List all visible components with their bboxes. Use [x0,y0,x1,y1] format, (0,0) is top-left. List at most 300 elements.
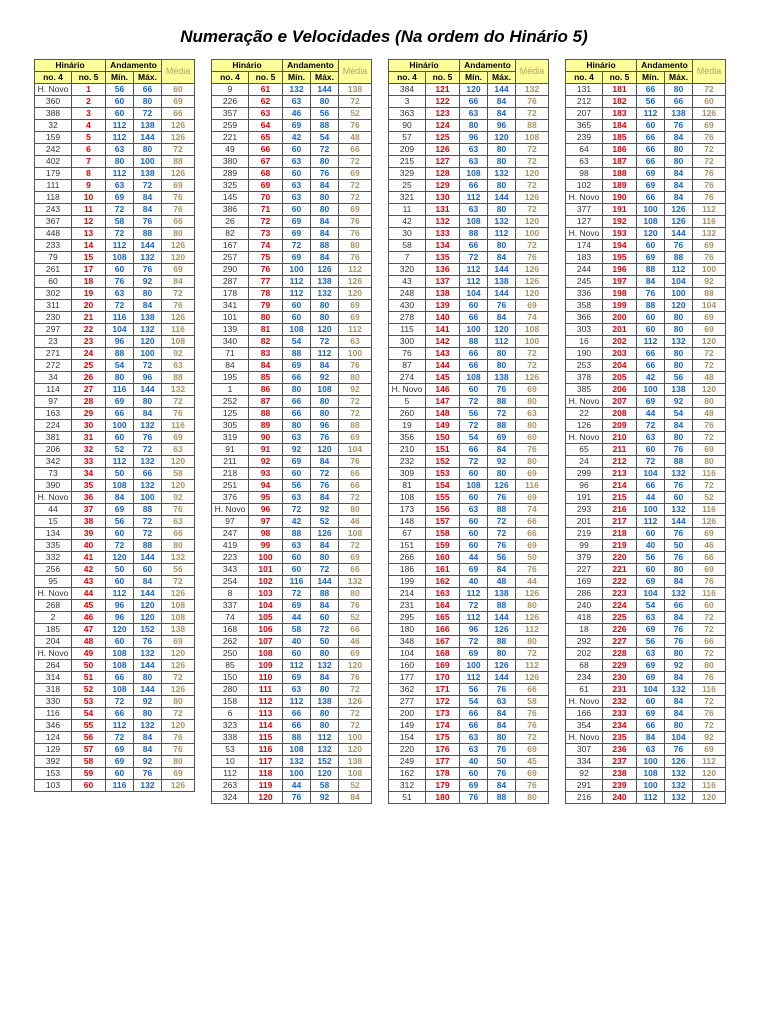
table-row [212,324,372,336]
cell-no4: 251 [212,480,249,492]
cell-max: 104 [665,732,693,744]
cell-no4: 9 [212,84,249,96]
cell-media: 69 [162,432,195,444]
cell-no5: 54 [72,708,106,720]
table-row [389,396,549,408]
cell-no5: 66 [249,144,283,156]
cell-no5: 131 [426,204,460,216]
cell-no5: 235 [603,732,637,744]
cell-no4: H. Novo [212,504,249,516]
cell-no4: 338 [212,732,249,744]
cell-no4: 158 [212,696,249,708]
table-row [35,204,195,216]
table-row [566,168,726,180]
table-row [566,96,726,108]
cell-no5: 46 [72,612,106,624]
cell-no4: 82 [212,228,249,240]
cell-no4: 79 [35,252,72,264]
cell-max: 120 [311,444,339,456]
cell-min: 60 [460,492,488,504]
cell-max: 72 [311,624,339,636]
cell-no4: 104 [389,648,426,660]
cell-no4: 60 [35,276,72,288]
cell-min: 54 [460,696,488,708]
cell-min: 44 [637,408,665,420]
cell-no4: 26 [212,216,249,228]
cell-media: 76 [693,192,726,204]
table-row [566,144,726,156]
cell-media: 66 [339,480,372,492]
cell-min: 66 [460,708,488,720]
table-row [389,156,549,168]
cell-max: 76 [134,636,162,648]
cell-no5: 6 [72,144,106,156]
cell-max: 76 [488,300,516,312]
cell-media: 92 [693,732,726,744]
cell-no5: 91 [249,444,283,456]
table-row [212,372,372,384]
cell-min: 69 [637,660,665,672]
cell-min: 46 [283,108,311,120]
cell-min: 66 [106,672,134,684]
cell-min: 108 [106,660,134,672]
table-row [389,276,549,288]
table-row [212,420,372,432]
cell-no4: 211 [212,456,249,468]
cell-min: 76 [460,792,488,804]
cell-max: 120 [665,300,693,312]
cell-no5: 160 [426,552,460,564]
cell-no4: 102 [566,180,603,192]
cell-max: 144 [488,192,516,204]
cell-min: 63 [283,540,311,552]
table-row [35,324,195,336]
cell-no5: 192 [603,216,637,228]
cell-media: 112 [339,264,372,276]
table-row [566,588,726,600]
cell-min: 84 [637,732,665,744]
table-row [212,84,372,96]
table-row [389,708,549,720]
cell-media: 69 [516,384,549,396]
cell-max: 80 [488,240,516,252]
cell-media: 120 [162,648,195,660]
cell-min: 116 [106,384,134,396]
table-row [212,132,372,144]
cell-no4: 271 [35,348,72,360]
cell-no5: 230 [603,672,637,684]
cell-min: 66 [637,132,665,144]
cell-media: 58 [516,696,549,708]
cell-no4: 195 [212,372,249,384]
cell-max: 76 [134,264,162,276]
cell-media: 108 [162,336,195,348]
cell-no5: 98 [249,528,283,540]
cell-min: 76 [106,276,134,288]
table-row [35,168,195,180]
cell-no4: 112 [212,768,249,780]
cell-no5: 12 [72,216,106,228]
cell-min: 60 [106,768,134,780]
cell-media: 76 [693,576,726,588]
cell-max: 76 [488,768,516,780]
cell-min: 66 [283,408,311,420]
cell-min: 72 [106,300,134,312]
cell-media: 66 [339,564,372,576]
cell-no4: 329 [389,168,426,180]
cell-max: 80 [311,720,339,732]
cell-no4: 357 [212,108,249,120]
cell-no5: 153 [426,468,460,480]
cell-no4: 159 [35,132,72,144]
table-row [35,96,195,108]
cell-no4: 202 [566,648,603,660]
cell-max: 80 [311,408,339,420]
table-row [212,264,372,276]
table-row [389,360,549,372]
cell-no4: 274 [389,372,426,384]
cell-max: 84 [134,204,162,216]
cell-max: 80 [134,396,162,408]
cell-no4: 266 [389,552,426,564]
cell-no4: 115 [389,324,426,336]
cell-no4: 261 [35,264,72,276]
cell-no5: 175 [426,732,460,744]
cell-min: 58 [283,624,311,636]
cell-min: 60 [106,108,134,120]
cell-media: 116 [693,468,726,480]
cell-media: 112 [693,756,726,768]
cell-max: 144 [134,552,162,564]
cell-min: 72 [460,636,488,648]
cell-no5: 234 [603,720,637,732]
cell-no5: 227 [603,636,637,648]
cell-min: 108 [460,480,488,492]
cell-min: 72 [460,456,488,468]
cell-max: 88 [134,504,162,516]
table-row [35,696,195,708]
cell-min: 72 [106,732,134,744]
cell-min: 60 [460,516,488,528]
table-row [566,480,726,492]
cell-min: 108 [106,480,134,492]
cell-max: 84 [665,696,693,708]
table-row [566,468,726,480]
cell-min: 66 [460,720,488,732]
table-row [212,648,372,660]
cell-no4: 448 [35,228,72,240]
cell-max: 84 [665,576,693,588]
cell-media: 72 [693,648,726,660]
cell-no4: 223 [212,552,249,564]
table-row [389,204,549,216]
table-row [35,444,195,456]
cell-no5: 27 [72,384,106,396]
cell-max: 120 [488,132,516,144]
cell-min: 42 [637,372,665,384]
cell-no5: 116 [249,744,283,756]
cell-min: 116 [106,312,134,324]
cell-media: 69 [516,540,549,552]
cell-min: 88 [637,264,665,276]
table-row [212,336,372,348]
cell-no5: 134 [426,240,460,252]
cell-media: 66 [339,144,372,156]
cell-no4: 278 [389,312,426,324]
cell-media: 112 [516,660,549,672]
cell-min: 108 [106,648,134,660]
cell-media: 69 [162,96,195,108]
cell-no5: 233 [603,708,637,720]
cell-no5: 106 [249,624,283,636]
cell-min: 120 [637,228,665,240]
cell-no4: 180 [389,624,426,636]
table-row [212,360,372,372]
table-row [212,252,372,264]
cell-media: 76 [339,120,372,132]
table-row [389,384,549,396]
cell-min: 72 [460,396,488,408]
cell-no4: 25 [389,180,426,192]
cell-media: 76 [693,168,726,180]
cell-media: 120 [693,336,726,348]
cell-media: 104 [339,444,372,456]
cell-min: 116 [106,780,134,792]
cell-no5: 191 [603,204,637,216]
cell-media: 69 [693,528,726,540]
cell-media: 76 [516,780,549,792]
table-row [212,432,372,444]
cell-no5: 110 [249,672,283,684]
table-row [566,624,726,636]
cell-max: 144 [134,240,162,252]
table-row [389,96,549,108]
table-row [212,516,372,528]
cell-media: 80 [339,588,372,600]
cell-min: 96 [106,612,134,624]
table-row [389,216,549,228]
cell-no5: 151 [426,444,460,456]
cell-no5: 73 [249,228,283,240]
cell-min: 104 [460,288,488,300]
cell-no4: 99 [566,540,603,552]
cell-no4: 23 [35,336,72,348]
table-row [35,600,195,612]
cell-no4: 386 [212,204,249,216]
cell-no5: 213 [603,468,637,480]
cell-no5: 222 [603,576,637,588]
cell-max: 92 [311,792,339,804]
cell-no5: 215 [603,492,637,504]
table-row [566,708,726,720]
cell-min: 66 [637,156,665,168]
table-row [389,288,549,300]
table-row [566,84,726,96]
cell-no4: 335 [35,540,72,552]
cell-no4: 248 [389,288,426,300]
table-row [212,216,372,228]
cell-max: 76 [665,120,693,132]
table-row [212,600,372,612]
cell-max: 84 [134,192,162,204]
table-row [566,528,726,540]
table-row [212,300,372,312]
cell-media: 132 [693,228,726,240]
cell-no5: 102 [249,576,283,588]
cell-no4: 73 [35,468,72,480]
cell-max: 88 [488,600,516,612]
cell-no5: 64 [249,120,283,132]
cell-no5: 138 [426,288,460,300]
cell-no5: 126 [426,144,460,156]
cell-no4: 419 [212,540,249,552]
cell-max: 84 [311,360,339,372]
cell-no5: 202 [603,336,637,348]
cell-media: 69 [162,768,195,780]
cell-no4: 49 [212,144,249,156]
cell-min: 80 [283,384,311,396]
cell-min: 112 [283,660,311,672]
cell-no4: 97 [35,396,72,408]
cell-no5: 96 [249,504,283,516]
cell-no4: 148 [389,516,426,528]
cell-min: 50 [106,468,134,480]
cell-no5: 69 [249,180,283,192]
table-row [35,468,195,480]
cell-max: 84 [488,444,516,456]
cell-no4: H. Novo [566,396,603,408]
table-row [389,420,549,432]
cell-media: 69 [339,168,372,180]
cell-no4: 260 [389,408,426,420]
table-row [566,768,726,780]
cell-min: 60 [460,528,488,540]
cell-no4: 5 [389,396,426,408]
cell-min: 42 [283,516,311,528]
cell-media: 76 [693,180,726,192]
table-row [212,240,372,252]
cell-media: 46 [339,516,372,528]
cell-max: 80 [488,468,516,480]
cell-no5: 123 [426,108,460,120]
cell-max: 138 [488,276,516,288]
cell-no4: 289 [212,168,249,180]
cell-no4: 287 [212,276,249,288]
cell-no4: 32 [35,120,72,132]
table-row [212,480,372,492]
cell-no5: 90 [249,432,283,444]
cell-min: 112 [637,108,665,120]
cell-max: 144 [134,384,162,396]
cell-no5: 84 [249,360,283,372]
header-min: Mín. [460,72,488,84]
cell-media: 76 [162,408,195,420]
cell-max: 88 [488,792,516,804]
cell-media: 66 [162,108,195,120]
cell-media: 76 [339,600,372,612]
cell-min: 132 [283,756,311,768]
cell-min: 60 [637,240,665,252]
cell-min: 88 [283,348,311,360]
cell-max: 84 [311,252,339,264]
cell-media: 72 [162,288,195,300]
cell-media: 80 [516,600,549,612]
cell-no5: 125 [426,132,460,144]
cell-media: 72 [693,432,726,444]
cell-max: 132 [134,720,162,732]
cell-max: 66 [665,600,693,612]
cell-max: 132 [311,288,339,300]
cell-media: 72 [162,672,195,684]
cell-media: 116 [162,324,195,336]
cell-min: 63 [106,180,134,192]
table-row [212,684,372,696]
cell-min: 69 [106,504,134,516]
table-row [389,600,549,612]
cell-no5: 223 [603,588,637,600]
cell-no4: 43 [389,276,426,288]
cell-no4: H. Novo [566,432,603,444]
cell-media: 92 [162,348,195,360]
cell-media: 63 [162,516,195,528]
cell-max: 88 [134,228,162,240]
cell-no5: 36 [72,492,106,504]
cell-max: 132 [488,216,516,228]
cell-min: 108 [637,768,665,780]
table-row [389,636,549,648]
cell-min: 69 [283,456,311,468]
cell-min: 80 [106,372,134,384]
cell-no4: 312 [389,780,426,792]
cell-min: 63 [283,192,311,204]
cell-media: 66 [693,552,726,564]
cell-media: 100 [339,732,372,744]
cell-min: 66 [637,348,665,360]
cell-max: 144 [134,660,162,672]
cell-no4: 1 [212,384,249,396]
cell-max: 80 [665,720,693,732]
cell-min: 88 [637,300,665,312]
cell-min: 100 [460,660,488,672]
cell-no5: 2 [72,96,106,108]
cell-min: 69 [637,252,665,264]
cell-min: 112 [637,516,665,528]
table-row [35,684,195,696]
cell-no4: 221 [212,132,249,144]
cell-media: 76 [516,252,549,264]
cell-max: 84 [665,420,693,432]
cell-max: 72 [134,528,162,540]
cell-max: 152 [311,756,339,768]
cell-media: 126 [516,276,549,288]
cell-no5: 15 [72,252,106,264]
cell-media: 72 [516,156,549,168]
cell-max: 80 [665,360,693,372]
cell-min: 100 [283,768,311,780]
cell-max: 92 [134,756,162,768]
cell-max: 144 [488,612,516,624]
cell-media: 116 [162,420,195,432]
cell-media: 126 [339,696,372,708]
cell-no4: 111 [35,180,72,192]
cell-max: 100 [134,156,162,168]
table-row [212,636,372,648]
cell-no4: 101 [212,312,249,324]
cell-min: 100 [637,780,665,792]
cell-no4: 392 [35,756,72,768]
cell-no4: 252 [212,396,249,408]
table-row [212,660,372,672]
